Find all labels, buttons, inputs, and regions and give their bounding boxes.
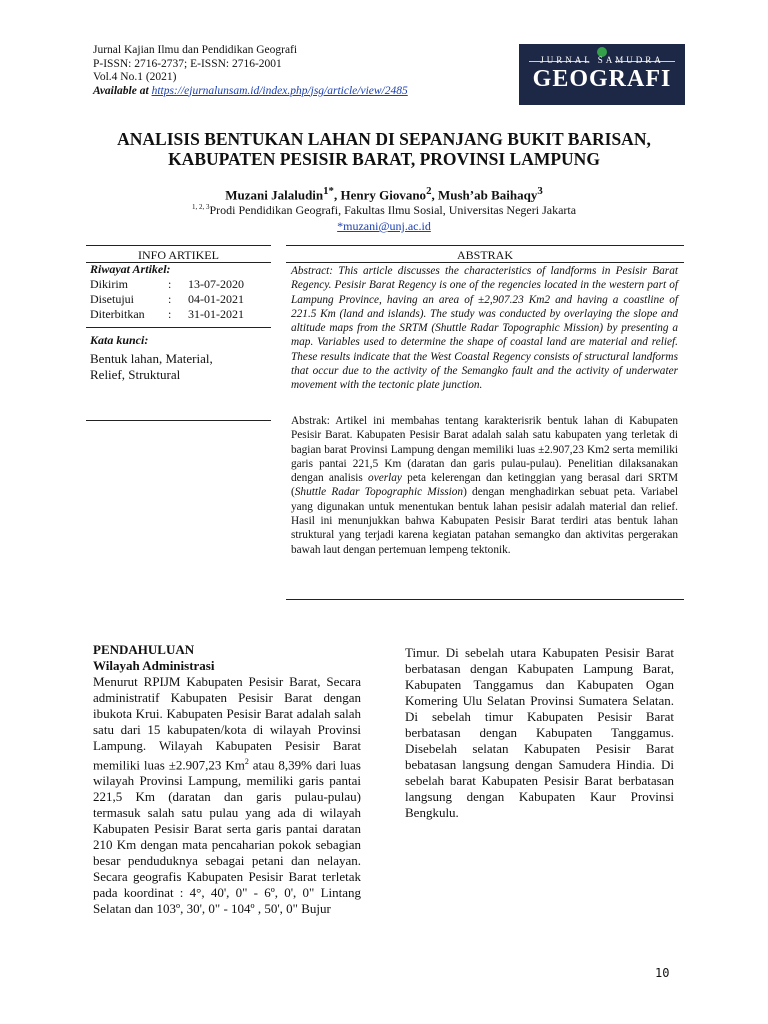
abstract-id-overlay: overlay: [368, 472, 402, 485]
abstract-bottom-rule: [286, 599, 684, 600]
history-row-sep: :: [168, 292, 172, 306]
keywords-label: Kata kunci:: [90, 333, 149, 347]
keywords-line-1: Bentuk lahan, Material,: [90, 351, 213, 366]
body-right-paragraph: Timur. Di sebelah utara Kabupaten Pesisir Barat berbatasan dengan Kabupaten Lampung Barat, Kabupaten Tanggamus dan Kabupaten Ogan Komering Ulu Selatan Provinsi Sumatera Selatan. Di sebelah timur Kabupaten Pesisir Barat berbatasan dengan Kabupaten Tanggamus. Disebelah selatan Kabupaten Pesisir Barat bebatasan langsung dengan Samudera Hindia. Di sebelah barat Kabupaten Pesisir Barat berbatasan langsung dengan Kabupaten Kaur Provinsi Bengkulu.: [405, 645, 674, 820]
title-line-1: ANALISIS BENTUKAN LAHAN DI SEPANJANG BUKIT BARISAN,: [117, 129, 651, 149]
history-row: [90, 292, 244, 307]
email-link[interactable]: *muzani@unj.ac.id: [337, 219, 431, 233]
author-list: [80, 185, 688, 203]
history-table: [90, 277, 244, 322]
history-row-sep: :: [168, 307, 172, 321]
affiliation-text: Prodi Pendidikan Geografi, Fakultas Ilmu Sosial, Universitas Negeri Jakarta: [209, 203, 577, 217]
info-heading: INFO ARTIKEL: [138, 248, 219, 262]
logo-top-text: JURNAL SAMUDRA: [540, 55, 664, 65]
body-left-text-1: Menurut RPIJM Kabupaten Pesisir Barat, Secara administratif Kabupaten Pesisir Barat dengan ibukota Krui. Kabupaten Pesisir Barat adalah salah satu dari 15 kabupaten/kota di wilayah Provinsi Lampung. Wilayah Kabupaten Pesisir Barat memiliki luas ±2.907,23 Km: [93, 674, 361, 773]
history-label: Riwayat Artikel:: [90, 262, 171, 276]
history-row-date: 31-01-2021: [188, 307, 244, 321]
journal-header: [93, 44, 408, 98]
journal-issn: P-ISSN: 2716-2737; E-ISSN: 2716-2001: [93, 57, 282, 70]
subsection-heading: Wilayah Administrasi: [93, 658, 215, 673]
author-separator-2: ,: [431, 187, 438, 203]
info-bottom-rule: [86, 420, 271, 421]
body-left-column: [93, 642, 361, 917]
info-divider-rule: [86, 327, 271, 328]
article-title: [80, 129, 688, 169]
author-1: Muzani Jalaludin: [225, 187, 324, 203]
author-3-sup: 3: [537, 185, 543, 197]
journal-logo: [519, 44, 685, 105]
author-1-sup: 1*: [323, 185, 334, 197]
history-row-sep: :: [168, 277, 172, 291]
abstract-indonesian: [291, 414, 678, 557]
author-2: Henry Giovano: [340, 187, 427, 203]
history-row-label: Disetujui: [90, 292, 134, 306]
abstract-heading: ABSTRAK: [456, 248, 513, 262]
abstract-english: Abstract: This article discusses the characteristics of landforms in Pesisir Barat Regency. Pesisir Barat Regency is one of the regencies located in the western part of Lampung Province, having an area of ±2,907.23 Km2 and having a coastline of 221.5 Km (land and islands). The study was conducted by overlaying the slope and altitude maps from the SRTM (Shuttle Radar Topographic Mission) by presenting a map. Variables used to determine the shape of coastal land are material and relief. These results indicate that the West Coastal Regency consists of structural landforms that occur due to the activity of the Semangko fault and the activity of underwater movement with the tectonic plate junction.: [291, 265, 678, 392]
body-left-text-2: atau 8,39% dari luas wilayah Provinsi Lampung, memiliki garis pantai 221,5 Km (daratan dan garis pulau-pulau) termasuk salah satu pulau yang ada di wilayah Kabupaten Pesisir Barat serta garis pantai daratan 210 Km dengan mata pencaharian pokok sebagian besar penduduknya sebagai petani dan nelayan. Secara geografis Kabupaten Pesisir Barat terletak pada koordinat : 4°, 40', 0" - 6º, 0', 0" Lintang Selatan dan 103º, 30', 0" - 104º , 50', 0" Bujur: [93, 757, 361, 917]
journal-volume: Vol.4 No.1 (2021): [93, 71, 177, 83]
history-row-label: Diterbitkan: [90, 307, 145, 321]
keywords-line-2: Relief, Struktural: [90, 367, 181, 382]
journal-availability: [93, 85, 408, 99]
abstract-id-part-1: Abstrak: Artikel ini membahas tentang karakterisrik bentuk lahan di Kabupaten Pesisir Barat. Kabupaten Pesisir Barat adalah salah satu kabupaten yang terletak di bagian barat Provinsi Lampung dengan memiliki luas ±2.907,23 Km2 serta memiliki garis pantai 221,5 Km (daratan dan garis pulau-pulau). Penelitian dilaksanakan dengan analisis: [291, 415, 678, 485]
author-2-sup: 2: [426, 185, 432, 197]
history-row-date: 04-01-2021: [188, 292, 244, 306]
history-row-label: Dikirim: [90, 277, 128, 291]
abstract-top-rule: [286, 245, 684, 246]
affiliation-sup: 1, 2, 3: [191, 203, 210, 211]
body-right-column: [405, 645, 674, 821]
title-line-2: KABUPATEN PESISIR BARAT, PROVINSI LAMPUNG: [168, 149, 600, 169]
article-history: [90, 262, 270, 322]
article-url-link[interactable]: https://ejurnalunsam.id/index.php/jsg/article/view/2485: [151, 84, 408, 97]
info-top-rule: [86, 245, 271, 246]
available-label: Available at: [93, 84, 149, 97]
keywords-block: [90, 333, 270, 383]
corresponding-email: [80, 219, 688, 234]
history-row-date: 13-07-2020: [188, 277, 244, 291]
history-row: [90, 307, 244, 322]
affiliation: [80, 203, 688, 218]
body-left-paragraph: [93, 674, 361, 917]
journal-name: Jurnal Kajian Ilmu dan Pendidikan Geografi: [93, 44, 298, 56]
abstract-id-part-2: peta kelerengan dan ketinggian yang berasal dari SRTM (: [291, 472, 678, 499]
section-heading: PENDAHULUAN: [93, 642, 195, 657]
author-separator-1: ,: [333, 187, 341, 203]
page-number: 10: [655, 966, 670, 980]
history-row: [90, 277, 244, 292]
body-left-sup: 2: [244, 757, 249, 766]
abstract-id-srtm: Shuttle Radar Topographic Mission: [294, 486, 464, 499]
logo-main-text: GEOGRAFI: [532, 66, 672, 92]
abstract-id-part-3: ) dengan menghadirkan sebuat peta. Variabel yang digunakan untuk menentukan bentuk lahan pesisir adalah material dan relief. Hasil ini menunjukkan bahwa Kabupaten Pesisir Barat terdiri atas bentuk lahan struktural yang terjadi karena kegiatan patahan semangko dan aktivitas pergerakan bawah laut dengan pertemuan lempeng tektonik.: [291, 486, 679, 556]
author-3: Mush’ab Baihaqy: [437, 187, 538, 203]
